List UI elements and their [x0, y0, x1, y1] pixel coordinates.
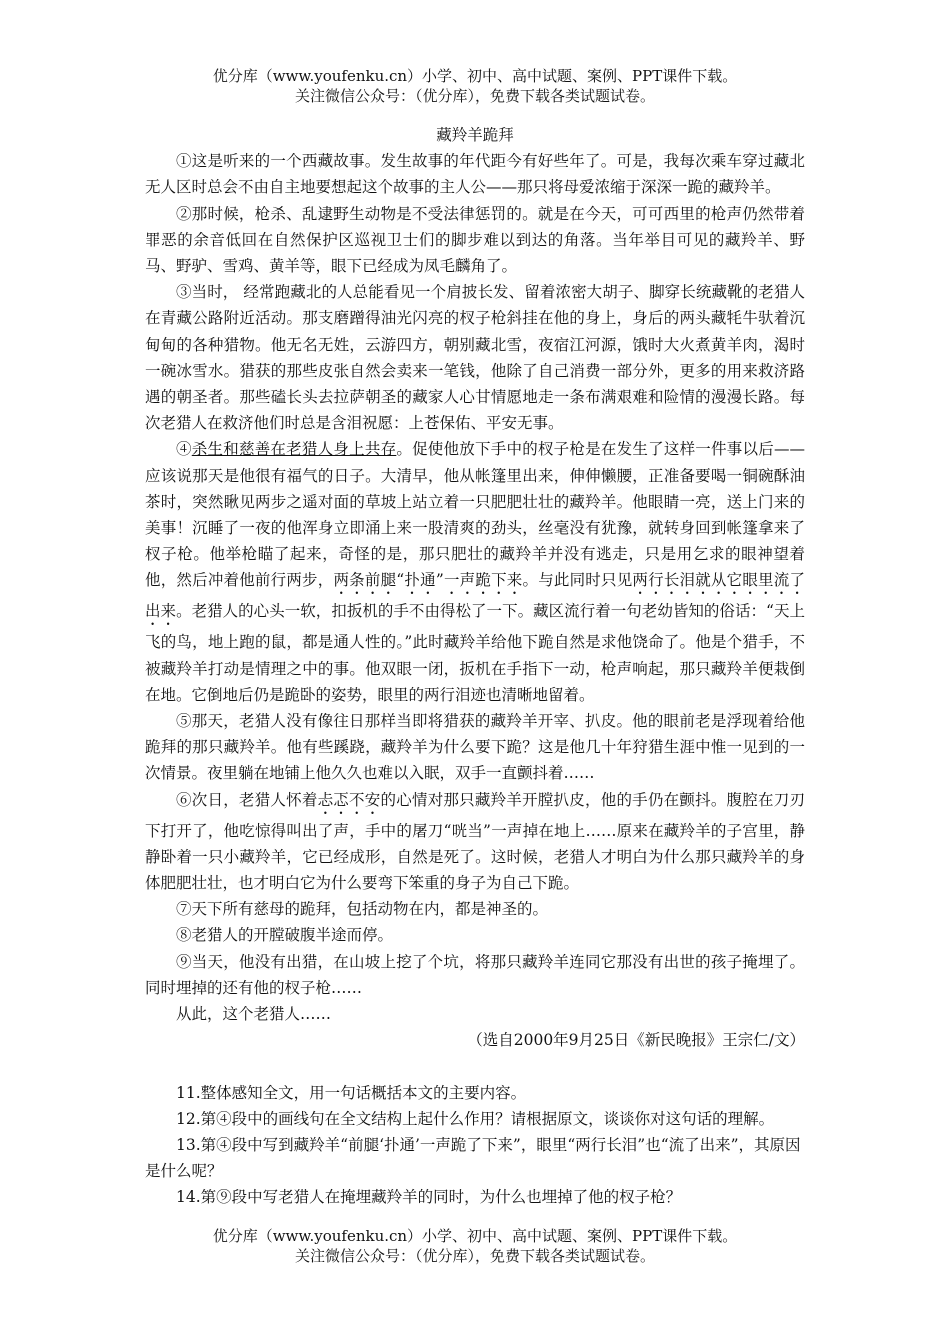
paragraph-6-text-a: ⑥次日，老猎人怀着: [176, 790, 318, 809]
dotted-phrase-kneel: 两条前腿“扑通”一声跪下来: [333, 571, 523, 590]
question-12: 12.第④段中的画线句在全文结构上起什么作用？请根据原文，谈谈你对这句话的理解。: [176, 1109, 775, 1128]
paragraph-4: [145, 436, 805, 708]
paragraph-3: ③当时， 经常跑藏北的人总能看见一个肩披长发、留着浓密大胡子、脚穿长统藏靴的老猎人在青藏公路附近活动。那支磨蹭得油光闪亮的杈子枪斜挂在他的身上，身后的两头藏牦牛驮着沉甸甸的各种猎物。他无名无姓，云游四方，朝别藏北雪，夜宿江河源，饿时大火煮黄羊肉，渴时一碗冰雪水。猎获的那些皮张自然会卖来一笔钱，他除了自己消费一部分外，更多的用来救济路遇的朝圣者。那些磕长头去拉萨朝圣的藏家人心甘情愿地走一条布满艰难和险情的漫漫长路。每次老猎人在救济他们时总是含泪祝愿：上苍保佑、平安无事。: [145, 283, 805, 433]
paragraph-5: ⑤那天，老猎人没有像往日那样当即将猎获的藏羚羊开宰、扒皮。他的眼前老是浮现着给他跪拜的那只藏羚羊。他有些蹊跷，藏羚羊为什么要下跪？这是他几十年狩猎生涯中惟一见到的一次情景。夜里躺在地铺上他久久也难以入眠，双手一直颤抖着……: [145, 712, 805, 783]
dotted-phrase-uneasy: 忐忑不安: [317, 790, 381, 809]
paragraph-6: [145, 787, 805, 897]
paragraph-8: ⑧老猎人的开膛破腹半途而停。: [176, 926, 394, 945]
paragraph-4-number: ④: [176, 440, 192, 459]
document-body: [145, 122, 805, 1211]
paragraph-4-text-c: 。老猎人的心头一软，扣扳机的手不由得松了一下。藏区流行着一句老幼皆知的俗话：“天上飞的鸟，地上跑的鼠，都是通人性的。”此时藏羚羊给他下跪自然是求他饶命了。他是个猎手，不被藏羚羊打动是情理之中的事。他双眼一闭，扳机在手指下一动，枪声响起，那只藏羚羊便栽倒在地。它倒地后仍是跪卧的姿势，眼里的两行泪迹也清晰地留着。: [145, 602, 805, 704]
header-line-1: 优分库（www.youfenku.cn）小学、初中、高中试题、案例、PPT课件下载。: [212, 67, 738, 85]
paragraph-4-text-a: 。促使他放下手中的杈子枪是在发生了这样一件事以后——应该说那天是他很有福气的日子。大清早，他从帐篷里出来，伸伸懒腰，正准备要喝一铜碗酥油茶时，突然瞅见两步之遥对面的草坡上站立着一只肥肥壮壮的藏羚羊。他眼睛一亮，送上门来的美事！沉睡了一夜的他浑身立即涌上来一股清爽的劲头，丝毫没有犹豫，就转身回到帐篷拿来了杈子枪。他举枪瞄了起来，奇怪的是，那只肥壮的藏羚羊并没有逃走，只是用乞求的眼神望着他，然后冲着他前行两步，: [145, 440, 805, 590]
footer-line-1: 优分库（www.youfenku.cn）小学、初中、高中试题、案例、PPT课件下载。: [212, 1227, 738, 1245]
paragraph-4-text-b: 。与此同时只见: [522, 571, 633, 590]
paragraph-1: ①这是听来的一个西藏故事。发生故事的年代距今有好些年了。可是，我每次乘车穿过藏北无人区时总会不由自主地要想起这个故事的主人公——那只将母爱浓缩于深深一跪的藏羚羊。: [145, 152, 805, 197]
dotted-phrase-tears: 两行长泪就从它眼里流了出来: [145, 571, 805, 621]
article-source: （选自2000年9月25日《新民晚报》王宗仁/文）: [467, 1031, 805, 1050]
page-footer: [0, 1226, 950, 1266]
question-14: 14.第⑨段中写老猎人在掩埋藏羚羊的同时，为什么也埋掉了他的杈子枪？: [176, 1188, 682, 1207]
underlined-sentence: 杀生和慈善在老猎人身上共存: [191, 440, 397, 459]
article-title: 藏羚羊跪拜: [436, 126, 514, 144]
paragraph-7: ⑦天下所有慈母的跪拜，包括动物在内，都是神圣的。: [176, 900, 549, 919]
paragraph-10: 从此，这个老猎人……: [176, 1005, 332, 1024]
question-11: 11.整体感知全文，用一句话概括本文的主要内容。: [176, 1083, 527, 1102]
paragraph-9: ⑨当天，他没有出猎，在山坡上挖了个坑，将那只藏羚羊连同它那没有出世的孩子掩埋了。同时埋掉的还有他的杈子枪……: [145, 952, 805, 997]
question-13: 13.第④段中写到藏羚羊“前腿‘扑通’一声跪了下来”，眼里“两行长泪”也“流了出来”，其原因是什么呢？: [145, 1135, 801, 1181]
paragraph-6-text-b: 的心情对那只藏羚羊开膛扒皮，他的手仍在颤抖。腹腔在刀刃下打开了，他吃惊得叫出了声，手中的屠刀“咣当”一声掉在地上……原来在藏羚羊的子宫里，静静卧着一只小藏羚羊，它已经成形，自然是死了。这时候，老猎人才明白为什么那只藏羚羊的身体肥肥壮壮，也才明白它为什么要弯下笨重的身子为自己下跪。: [145, 790, 805, 893]
paragraph-2: ②那时候，枪杀、乱逮野生动物是不受法律惩罚的。就是在今天，可可西里的枪声仍然带着罪恶的余音低回在自然保护区巡视卫士们的脚步难以到达的角落。当年举目可见的藏羚羊、野马、野驴、雪鸡、黄羊等，眼下已经成为凤毛麟角了。: [145, 204, 805, 276]
page-header: [0, 66, 950, 106]
footer-line-2: 关注微信公众号：（优分库），免费下载各类试题试卷。: [294, 1247, 655, 1265]
header-line-2: 关注微信公众号：（优分库），免费下载各类试题试卷。: [294, 87, 655, 105]
